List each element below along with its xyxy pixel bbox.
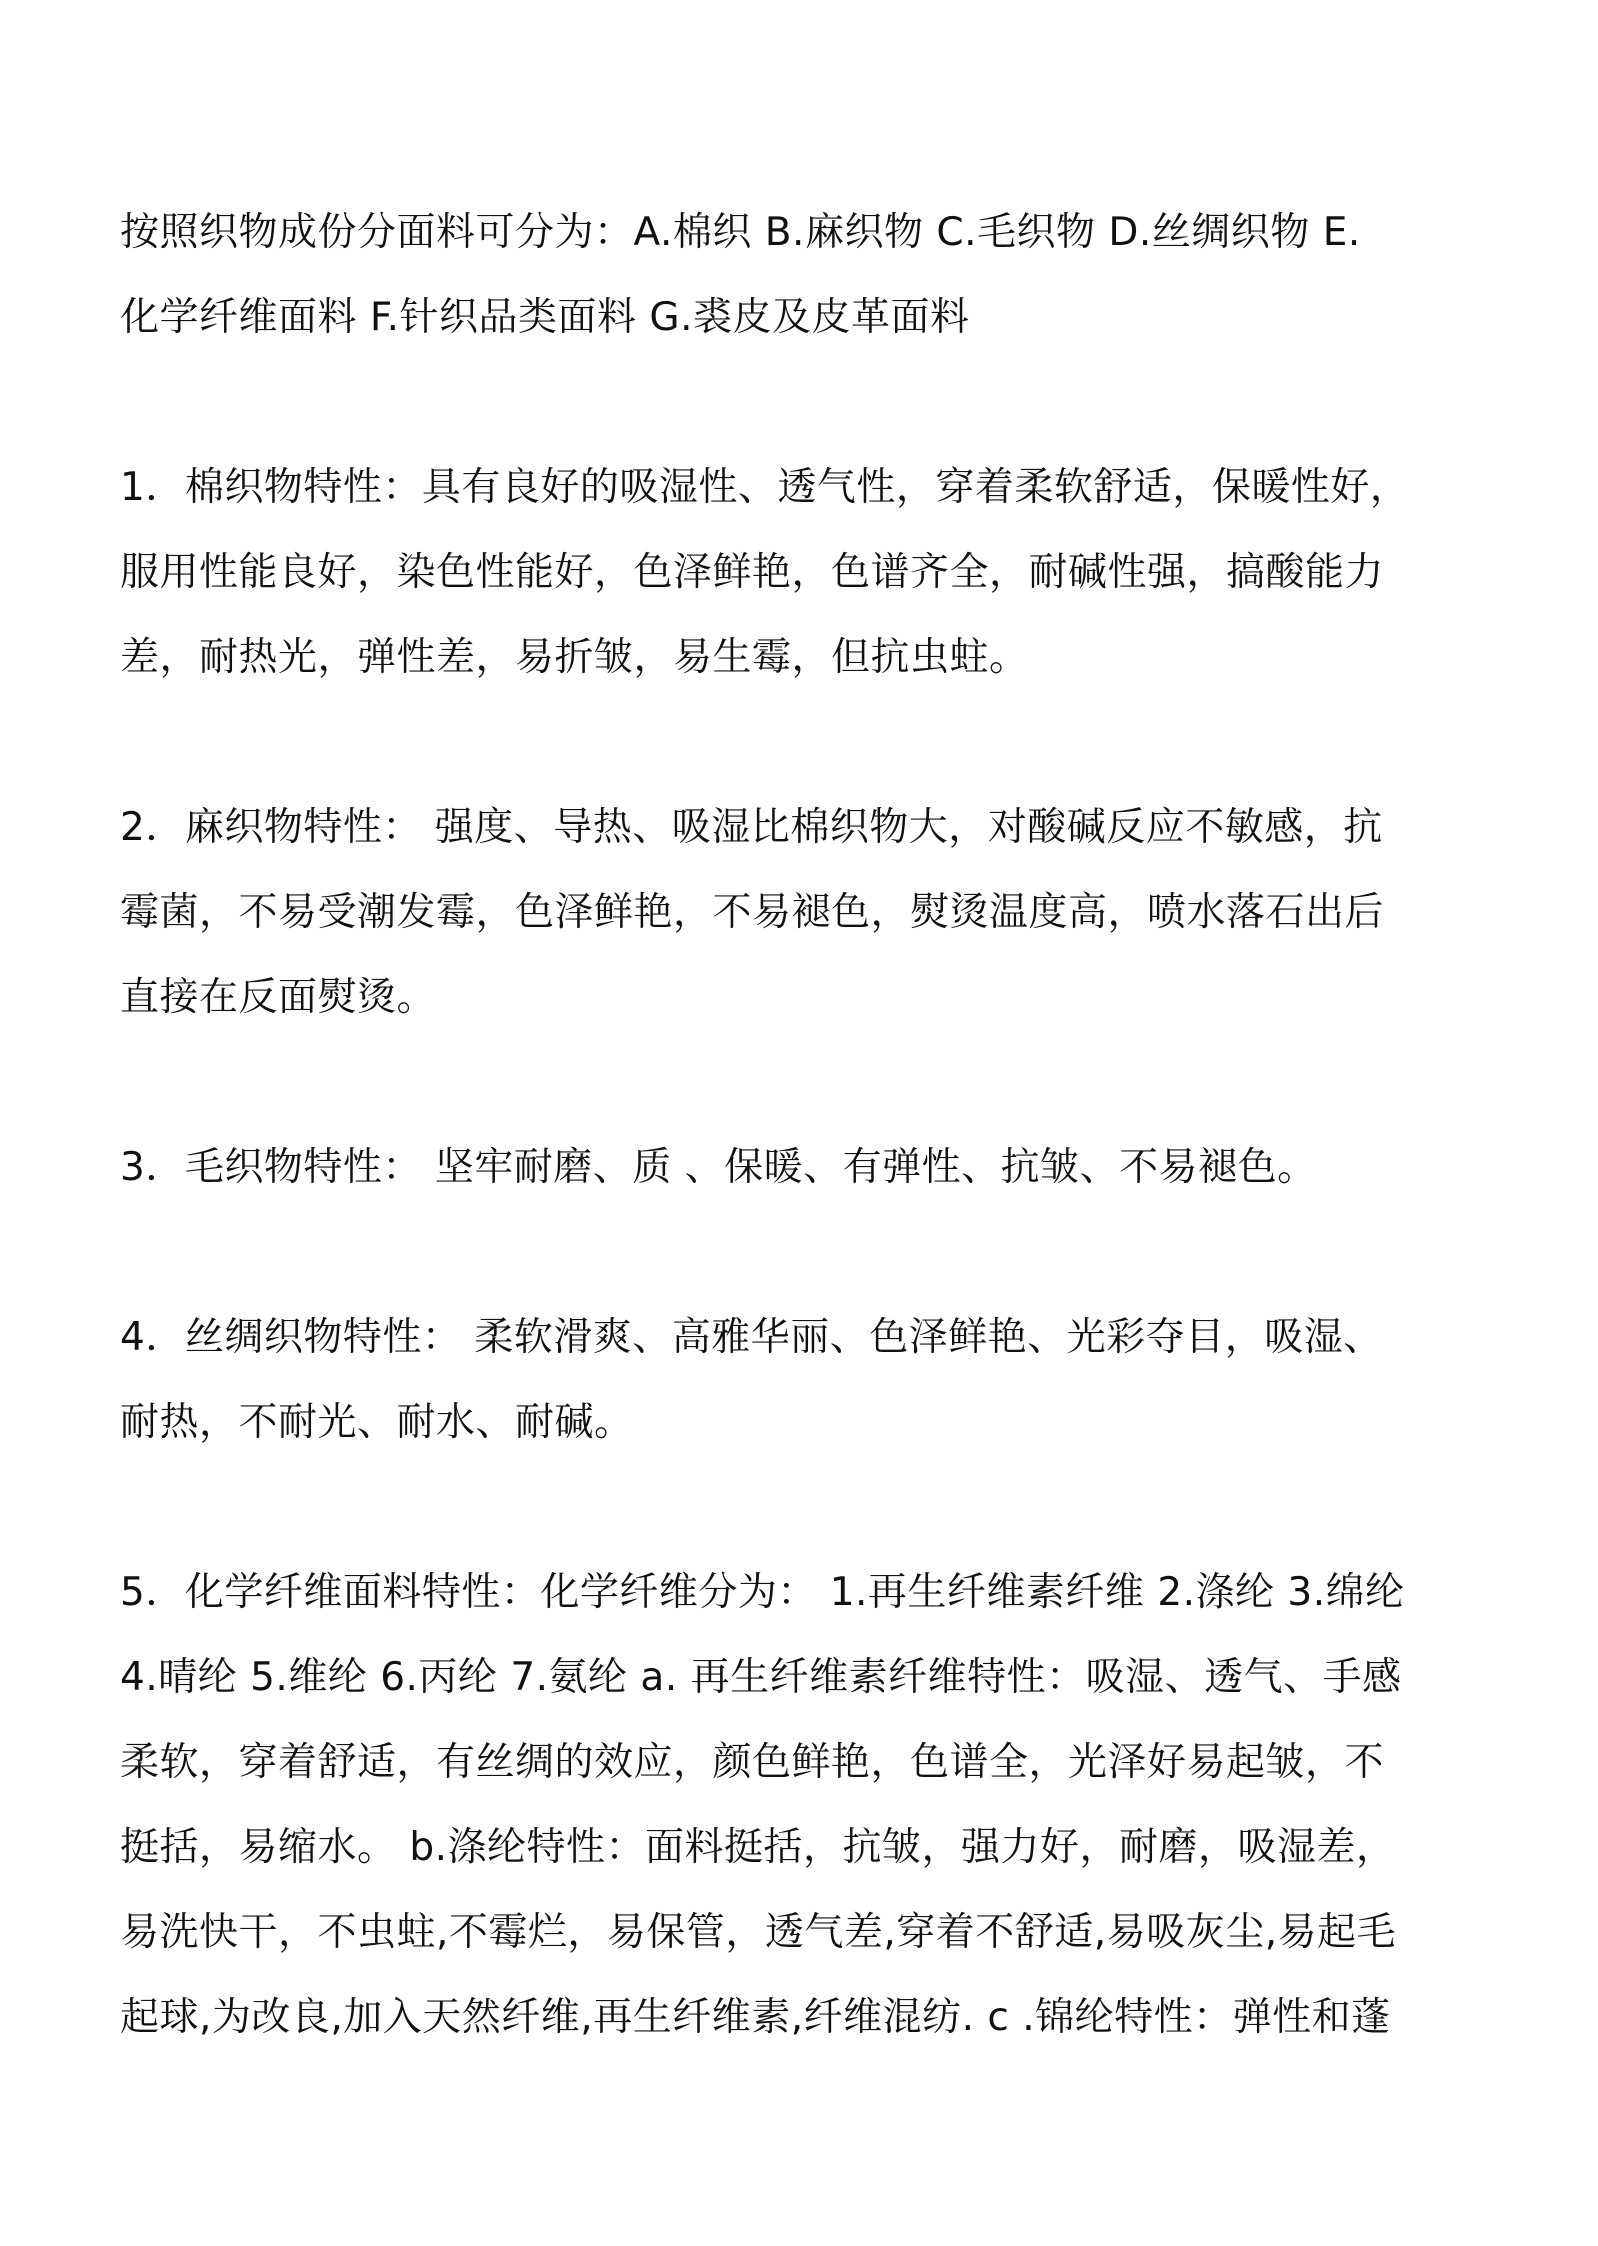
- document-body: [120, 190, 1480, 2145]
- text-line: 挺括，易缩水。 b.涤纶特性：面料挺括，抗皱，强力好，耐磨，吸湿差，: [120, 1825, 1396, 1870]
- text-line: 按照织物成份分面料可分为：A.棉织 B.麻织物 C.毛织物 D.丝绸织物 E.: [120, 210, 1361, 255]
- text-line: 3．毛织物特性： 坚牢耐磨、质 、保暖、有弹性、抗皱、不易褪色。: [120, 1145, 1317, 1190]
- text-line: 2．麻织物特性： 强度、导热、吸湿比棉织物大，对酸碱反应不敏感，抗: [120, 805, 1383, 850]
- text-line: 4．丝绸织物特性： 柔软滑爽、高雅华丽、色泽鲜艳、光彩夺目，吸湿、: [120, 1315, 1383, 1360]
- paragraph-wool-properties: [120, 1125, 1480, 1210]
- text-line: 直接在反面熨烫。: [120, 975, 437, 1020]
- text-line: 化学纤维面料 F.针织品类面料 G.裘皮及皮革面料: [120, 295, 970, 340]
- paragraph-cotton-properties: [120, 445, 1480, 700]
- paragraph-synthetic-fiber-properties: [120, 1550, 1480, 2060]
- text-line: 霉菌，不易受潮发霉，色泽鲜艳，不易褪色，熨烫温度高，喷水落石出后: [120, 890, 1385, 935]
- text-line: 5．化学纤维面料特性：化学纤维分为： 1.再生纤维素纤维 2.涤纶 3.绵纶: [120, 1570, 1405, 1615]
- text-line: 4.晴纶 5.维纶 6.丙纶 7.氨纶 a. 再生纤维素纤维特性：吸湿、透气、手感: [120, 1655, 1402, 1700]
- text-line: 柔软，穿着舒适，有丝绸的效应，颜色鲜艳，色谱全，光泽好易起皱，不: [120, 1740, 1385, 1785]
- text-line: 差，耐热光，弹性差，易折皱，易生霉，但抗虫蛀。: [120, 635, 1029, 680]
- text-line: 1．棉织物特性：具有良好的吸湿性、透气性，穿着柔软舒适，保暖性好，: [120, 465, 1410, 510]
- paragraph-fabric-classification: [120, 190, 1480, 360]
- paragraph-linen-properties: [120, 785, 1480, 1040]
- text-line: 起球,为改良,加入天然纤维,再生纤维素,纤维混纺. c .锦纶特性：弹性和蓬: [120, 1995, 1391, 2040]
- paragraph-silk-properties: [120, 1295, 1480, 1465]
- text-line: 易洗快干，不虫蛀,不霉烂，易保管，透气差,穿着不舒适,易吸灰尘,易起毛: [120, 1910, 1397, 1955]
- text-line: 服用性能良好，染色性能好，色泽鲜艳，色谱齐全，耐碱性强，搞酸能力: [120, 550, 1385, 595]
- text-line: 耐热，不耐光、耐水、耐碱。: [120, 1400, 634, 1445]
